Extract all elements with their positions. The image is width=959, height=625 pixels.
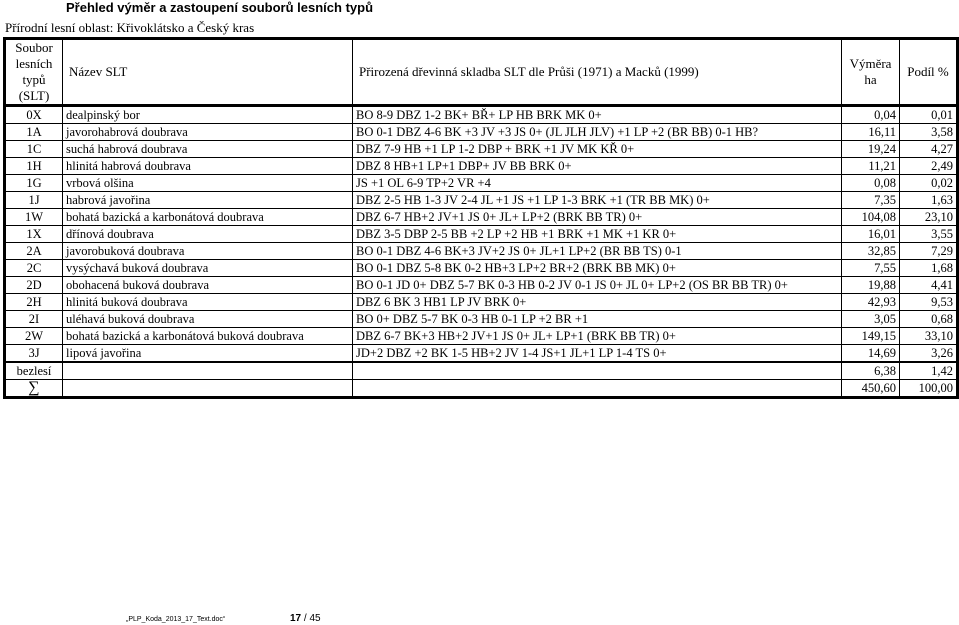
slt-code-cell: 2C <box>5 260 63 277</box>
share-cell: 3,58 <box>900 124 958 141</box>
header-slt-code: Soubor lesních typů (SLT) <box>5 39 63 106</box>
area-cell: 7,55 <box>842 260 900 277</box>
slt-code-cell: 2I <box>5 311 63 328</box>
bezlesi-share: 1,42 <box>900 362 958 380</box>
total-composition-cell <box>353 380 842 398</box>
slt-table <box>3 37 959 399</box>
composition-cell: JS +1 OL 6-9 TP+2 VR +4 <box>353 175 842 192</box>
slt-name-cell: hlinitá habrová doubrava <box>63 158 353 175</box>
composition-cell: DBZ 7-9 HB +1 LP 1-2 DBP + BRK +1 JV MK KŘ 0+ <box>353 141 842 158</box>
composition-cell: BO 0-1 JD 0+ DBZ 5-7 BK 0-3 HB 0-2 JV 0-1 JS 0+ JL 0+ LP+2 (OS BR BB TR) 0+ <box>353 277 842 294</box>
area-cell: 149,15 <box>842 328 900 345</box>
slt-name-cell: dřínová doubrava <box>63 226 353 243</box>
page-separator: / <box>301 613 310 624</box>
slt-name-cell: vysýchavá buková doubrava <box>63 260 353 277</box>
share-cell: 23,10 <box>900 209 958 226</box>
document-title: Přehled výměr a zastoupení souborů lesních typů <box>66 0 374 15</box>
composition-cell: BO 0-1 DBZ 5-8 BK 0-2 HB+3 LP+2 BR+2 (BRK BB MK) 0+ <box>353 260 842 277</box>
share-cell: 4,41 <box>900 277 958 294</box>
table-row <box>5 277 958 294</box>
area-cell: 16,01 <box>842 226 900 243</box>
total-area: 450,60 <box>842 380 900 398</box>
slt-code-cell: 1G <box>5 175 63 192</box>
slt-name-cell: habrová javořina <box>63 192 353 209</box>
header-area: Výměra ha <box>842 39 900 106</box>
area-cell: 7,35 <box>842 192 900 209</box>
total-share: 100,00 <box>900 380 958 398</box>
table-row <box>5 209 958 226</box>
area-cell: 3,05 <box>842 311 900 328</box>
composition-cell: DBZ 3-5 DBP 2-5 BB +2 LP +2 HB +1 BRK +1 MK +1 KR 0+ <box>353 226 842 243</box>
table-row <box>5 294 958 311</box>
table-row <box>5 243 958 260</box>
composition-cell: JD+2 DBZ +2 BK 1-5 HB+2 JV 1-4 JS+1 JL+1 LP 1-4 TS 0+ <box>353 345 842 363</box>
sigma-symbol: ∑ <box>28 379 40 396</box>
table-row <box>5 260 958 277</box>
area-cell: 19,24 <box>842 141 900 158</box>
header-slt-name: Název SLT <box>63 39 353 106</box>
table-row-total <box>5 380 958 398</box>
composition-cell: DBZ 6 BK 3 HB1 LP JV BRK 0+ <box>353 294 842 311</box>
share-cell: 33,10 <box>900 328 958 345</box>
slt-code-cell: 2H <box>5 294 63 311</box>
share-cell: 1,63 <box>900 192 958 209</box>
slt-name-cell: dealpinský bor <box>63 106 353 124</box>
document-subtitle: Přírodní lesní oblast: Křivoklátsko a Český kras <box>5 20 255 35</box>
slt-name-cell: lipová javořina <box>63 345 353 363</box>
table-row <box>5 311 958 328</box>
slt-name-cell: obohacená buková doubrava <box>63 277 353 294</box>
slt-name-cell: javorobuková doubrava <box>63 243 353 260</box>
slt-name-cell: hlinitá buková doubrava <box>63 294 353 311</box>
area-cell: 0,08 <box>842 175 900 192</box>
table-row <box>5 106 958 124</box>
slt-code-cell: 0X <box>5 106 63 124</box>
share-cell: 2,49 <box>900 158 958 175</box>
slt-code-cell: 2A <box>5 243 63 260</box>
table-row <box>5 328 958 345</box>
composition-cell: DBZ 8 HB+1 LP+1 DBP+ JV BB BRK 0+ <box>353 158 842 175</box>
area-cell: 16,11 <box>842 124 900 141</box>
area-cell: 11,21 <box>842 158 900 175</box>
area-cell: 0,04 <box>842 106 900 124</box>
share-cell: 3,55 <box>900 226 958 243</box>
composition-cell: BO 0+ DBZ 5-7 BK 0-3 HB 0-1 LP +2 BR +1 <box>353 311 842 328</box>
share-cell: 0,68 <box>900 311 958 328</box>
share-cell: 1,68 <box>900 260 958 277</box>
bezlesi-name-cell <box>63 362 353 380</box>
composition-cell: BO 0-1 DBZ 4-6 BK +3 JV +3 JS 0+ (JL JLH JLV) +1 LP +2 (BR BB) 0-1 HB? <box>353 124 842 141</box>
composition-cell: DBZ 6-7 BK+3 HB+2 JV+1 JS 0+ JL+ LP+1 (BRK BB TR) 0+ <box>353 328 842 345</box>
area-cell: 104,08 <box>842 209 900 226</box>
composition-cell: BO 8-9 DBZ 1-2 BK+ BŘ+ LP HB BRK MK 0+ <box>353 106 842 124</box>
composition-cell: DBZ 2-5 HB 1-3 JV 2-4 JL +1 JS +1 LP 1-3 BRK +1 (TR BB MK) 0+ <box>353 192 842 209</box>
header-composition: Přirozená dřevinná skladba SLT dle Průši (1971) a Macků (1999) <box>353 39 842 106</box>
composition-cell: DBZ 6-7 HB+2 JV+1 JS 0+ JL+ LP+2 (BRK BB TR) 0+ <box>353 209 842 226</box>
page-total: 45 <box>309 613 321 624</box>
share-cell: 0,01 <box>900 106 958 124</box>
area-cell: 14,69 <box>842 345 900 363</box>
bezlesi-label: bezlesí <box>5 362 63 380</box>
slt-code-cell: 1A <box>5 124 63 141</box>
table-header-row <box>5 39 958 106</box>
slt-code-cell: 1C <box>5 141 63 158</box>
total-label <box>5 380 63 398</box>
bezlesi-composition-cell <box>353 362 842 380</box>
slt-name-cell: javorohabrová doubrava <box>63 124 353 141</box>
page-current: 17 <box>290 613 302 624</box>
slt-code-cell: 1J <box>5 192 63 209</box>
table-row-bezlesi <box>5 362 958 380</box>
header-share: Podíl % <box>900 39 958 106</box>
slt-name-cell: bohatá bazická a karbonátová doubrava <box>63 209 353 226</box>
composition-cell: BO 0-1 DBZ 4-6 BK+3 JV+2 JS 0+ JL+1 LP+2 (BR BB TS) 0-1 <box>353 243 842 260</box>
slt-code-cell: 1W <box>5 209 63 226</box>
area-cell: 32,85 <box>842 243 900 260</box>
total-name-cell <box>63 380 353 398</box>
table-row <box>5 226 958 243</box>
share-cell: 7,29 <box>900 243 958 260</box>
share-cell: 0,02 <box>900 175 958 192</box>
share-cell: 9,53 <box>900 294 958 311</box>
table-row <box>5 192 958 209</box>
bezlesi-area: 6,38 <box>842 362 900 380</box>
slt-name-cell: bohatá bazická a karbonátová buková doubrava <box>63 328 353 345</box>
slt-code-cell: 1H <box>5 158 63 175</box>
footer-filename: „PLP_Koda_2013_17_Text.doc“ <box>126 616 226 623</box>
slt-name-cell: vrbová olšina <box>63 175 353 192</box>
slt-code-cell: 2W <box>5 328 63 345</box>
area-cell: 42,93 <box>842 294 900 311</box>
table-row <box>5 158 958 175</box>
footer-page-number <box>290 613 321 625</box>
area-cell: 19,88 <box>842 277 900 294</box>
slt-code-cell: 1X <box>5 226 63 243</box>
table-row <box>5 141 958 158</box>
table-row <box>5 175 958 192</box>
share-cell: 4,27 <box>900 141 958 158</box>
slt-code-cell: 2D <box>5 277 63 294</box>
table-row <box>5 345 958 363</box>
table-row <box>5 124 958 141</box>
share-cell: 3,26 <box>900 345 958 363</box>
slt-name-cell: suchá habrová doubrava <box>63 141 353 158</box>
slt-code-cell: 3J <box>5 345 63 363</box>
slt-name-cell: uléhavá buková doubrava <box>63 311 353 328</box>
